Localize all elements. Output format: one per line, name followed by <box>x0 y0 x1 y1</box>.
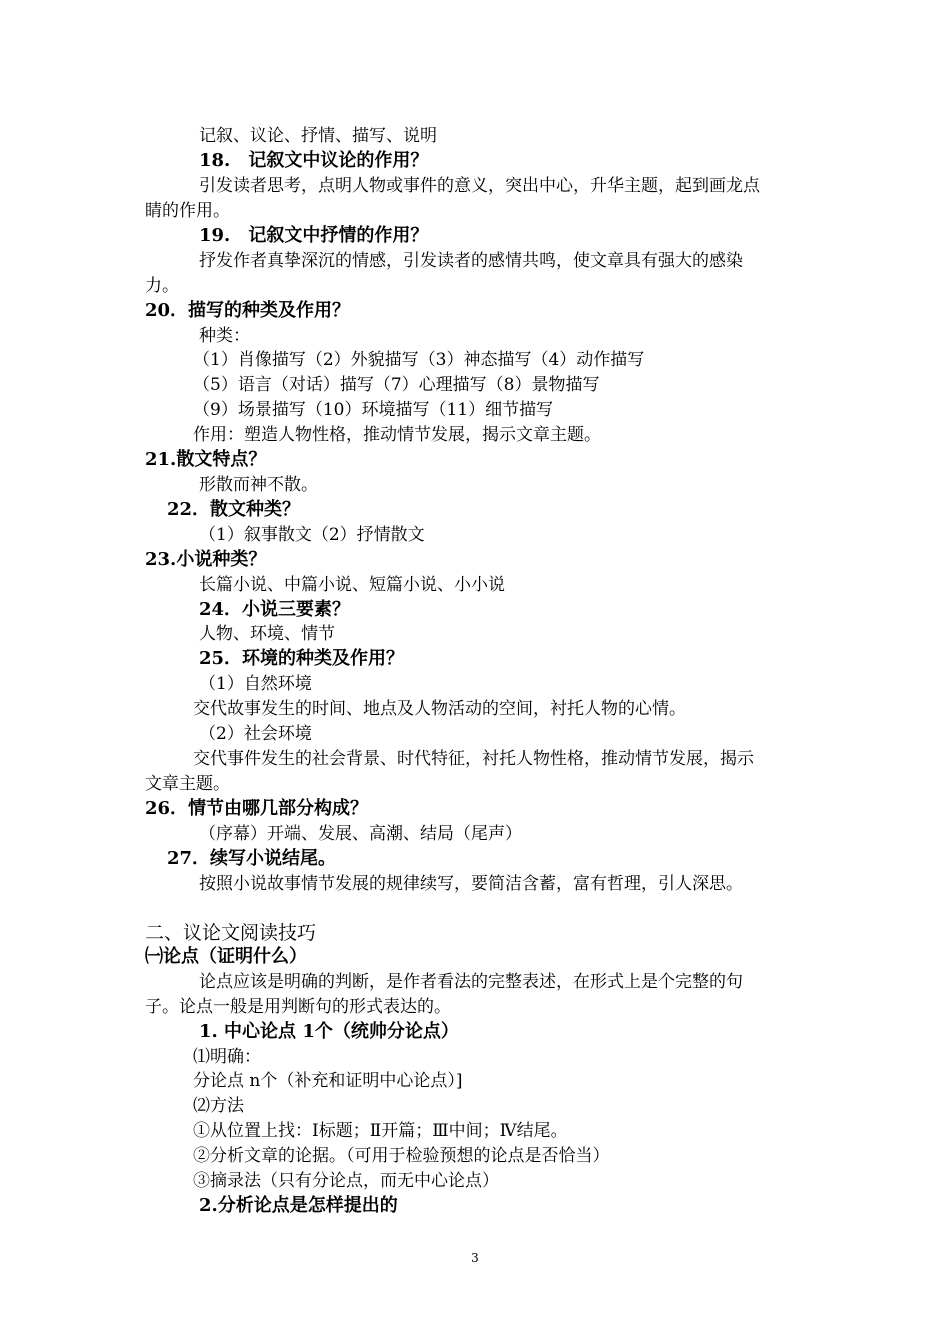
text-line: 论点应该是明确的判断，是作者看法的完整表述，在形式上是个完整的句 <box>199 972 743 992</box>
section-heading: 二、议论文阅读技巧 <box>145 922 317 944</box>
text-line: ③摘录法（只有分论点，而无中心论点） <box>193 1171 499 1191</box>
text-line: 子。论点一般是用判断句的形式表达的。 <box>145 997 451 1017</box>
question-heading-23: 23.小说种类？ <box>145 549 267 570</box>
text-line: 力。 <box>145 276 179 296</box>
item-heading: 2.分析论点是怎样提出的 <box>199 1195 398 1216</box>
text-line: 作用：塑造人物性格，推动情节发展，揭示文章主题。 <box>193 425 601 445</box>
text-line: 按照小说故事情节发展的规律续写，要简洁含蓄，富有哲理，引人深思。 <box>199 874 743 894</box>
text-line: 人物、环境、情节 <box>199 624 335 644</box>
text-line: 记叙、议论、抒情、描写、说明 <box>199 126 437 146</box>
text-line: （5）语言（对话）描写（7）心理描写（8）景物描写 <box>193 375 600 395</box>
text-line: （9）场景描写（10）环境描写（11）细节描写 <box>193 400 554 420</box>
text-line: ②分析文章的论据。（可用于检验预想的论点是否恰当） <box>193 1146 610 1166</box>
question-heading-21: 21.散文特点？ <box>145 449 267 470</box>
text-line: （1）自然环境 <box>199 674 312 694</box>
text-line: 形散而神不散。 <box>199 475 318 495</box>
question-heading-25: 25．环境的种类及作用？ <box>199 648 405 669</box>
question-heading-27: 27．续写小说结尾。 <box>167 848 337 869</box>
question-heading-20: 20．描写的种类及作用？ <box>145 300 351 321</box>
text-line: 交代故事发生的时间、地点及人物活动的空间，衬托人物的心情。 <box>193 699 686 719</box>
question-heading-24: 24．小说三要素？ <box>199 599 351 620</box>
page-number: 3 <box>471 1251 479 1265</box>
text-line: 分论点 n个（补充和证明中心论点）] <box>193 1071 463 1091</box>
text-line: ⑵方法 <box>193 1096 244 1116</box>
question-heading-19: 19. 记叙文中抒情的作用？ <box>199 225 429 246</box>
item-heading: 1. 中心论点 1个（统帅分论点） <box>199 1021 459 1042</box>
question-heading-26: 26．情节由哪几部分构成？ <box>145 798 369 819</box>
text-line: 引发读者思考，点明人物或事件的意义，突出中心，升华主题，起到画龙点 <box>199 176 760 196</box>
text-line: 种类： <box>199 326 250 346</box>
question-heading-22: 22．散文种类？ <box>167 499 301 520</box>
text-line: （1）肖像描写（2）外貌描写（3）神态描写（4）动作描写 <box>193 350 645 370</box>
question-heading-18: 18. 记叙文中议论的作用？ <box>199 150 429 171</box>
text-line: 长篇小说、中篇小说、短篇小说、小小说 <box>199 575 505 595</box>
text-line: （1）叙事散文（2）抒情散文 <box>199 525 425 545</box>
text-line: （2）社会环境 <box>199 724 312 744</box>
text-line: （序幕）开端、发展、高潮、结局（尾声） <box>199 824 522 844</box>
text-line: 抒发作者真挚深沉的情感，引发读者的感情共鸣，使文章具有强大的感染 <box>199 251 743 271</box>
text-line: 睛的作用。 <box>145 201 230 221</box>
text-line: 文章主题。 <box>145 774 230 794</box>
subsection-heading: ㈠论点（证明什么） <box>145 946 307 967</box>
text-line: ⑴明确： <box>193 1047 261 1067</box>
text-line: ①从位置上找：Ⅰ标题；Ⅱ开篇；Ⅲ中间；Ⅳ结尾。 <box>193 1121 568 1141</box>
text-line: 交代事件发生的社会背景、时代特征，衬托人物性格，推动情节发展，揭示 <box>193 749 754 769</box>
